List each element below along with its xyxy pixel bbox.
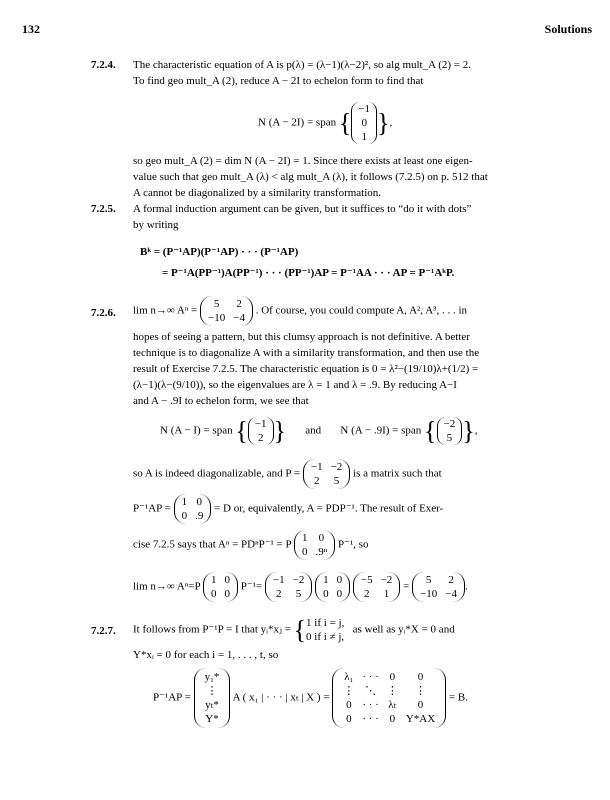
brace-symbol: { — [424, 416, 437, 446]
equation-line: lim n→∞ Aⁿ=P 1 0 0 0 P⁻¹= −1 −2 2 5 1 0 0 0 −5 −2 2 1 = 5 2 −10 −4. — [133, 574, 468, 600]
matrix-entry: λₜ — [388, 699, 397, 711]
matrix — [178, 495, 208, 523]
row-block-matrix — [201, 670, 224, 726]
text-span: = B. — [448, 691, 468, 704]
math-group — [194, 668, 231, 728]
matrix-entry: 0 — [196, 496, 202, 508]
vector-entry: 1 — [361, 131, 367, 143]
text-span: is a matrix such that — [353, 467, 442, 480]
equals-sign: = — [403, 580, 410, 593]
matrix-entry: 1 — [323, 574, 329, 586]
math-group — [353, 572, 400, 602]
matrix — [207, 573, 234, 601]
text-line: result of Exercise 7.2.5. The characteristic equation is 0 = λ²−(19/10)λ+(1/2) = — [133, 363, 479, 375]
matrix-entry: 5 — [213, 298, 220, 310]
matrix-entry: 0 — [210, 588, 217, 600]
math-group — [332, 668, 446, 728]
math-group: 5 — [446, 432, 453, 444]
brace-symbol: } — [377, 108, 390, 138]
matrix-entry: 0 — [389, 713, 396, 725]
text-line: so geo mult_A (2) = dim N (A − 2I) = 1. Since there exists at least one eigen- — [133, 155, 473, 167]
matrix — [298, 531, 331, 559]
matrix-entry: −10 — [208, 312, 226, 324]
matrix-entry: −2 — [292, 574, 305, 586]
column-vector — [437, 417, 463, 445]
matrix-entry: 0 — [318, 532, 325, 544]
matrix-entry: 2 — [276, 588, 282, 600]
brace-symbol: { — [293, 615, 307, 645]
page-number: 132 — [22, 22, 40, 36]
text-line: A cannot be diagonalized by a similarity transformation. — [133, 187, 382, 199]
text-span: so A is indeed diagonalizable, and P = — [133, 467, 301, 480]
equation-line: N (A − I) = span { −1 2 } and N (A − .9I) = span { −2 5 }, — [160, 416, 478, 446]
matrix-entry: ⋮ — [206, 685, 218, 697]
exercise-number: 7.2.5. — [91, 203, 116, 215]
matrix-entry: 1 — [210, 574, 217, 586]
cases — [306, 616, 344, 644]
matrix-entry: −5 — [360, 574, 373, 586]
matrix-entry: −2 — [380, 574, 393, 586]
matrix — [416, 573, 461, 601]
math-group: −1 — [254, 418, 267, 430]
text-line: value such that geo mult_A (λ) < alg mult_A (λ), it follows (7.2.5) on p. 512 that — [133, 171, 488, 183]
matrix-entry: 0 — [181, 510, 188, 522]
text-span: as well as yᵢ*X = 0 and — [352, 623, 455, 636]
matrix-entry: 1 — [301, 532, 308, 544]
matrix-entry: 0 — [417, 699, 424, 711]
matrix-entry: yₜ* — [205, 699, 219, 711]
matrix-entry: 0 — [346, 713, 352, 725]
equation: N (A − 2I) = span { −1 0 1 }, — [258, 103, 393, 143]
block-matrix — [339, 670, 439, 726]
matrix-entry: 2 — [313, 475, 320, 487]
matrix-entry: 2 — [448, 574, 454, 586]
matrix-entry: 0 — [301, 546, 308, 558]
matrix — [319, 573, 346, 601]
equation-line — [133, 296, 467, 326]
vector-entry: 0 — [361, 117, 367, 129]
nullspace-expression: N (A − .9I) = span — [340, 424, 422, 437]
matrix-entry: ⋮ — [343, 685, 355, 697]
vector-entry: −1 — [358, 103, 371, 115]
math-group: 2 — [257, 432, 264, 444]
matrix-entry: −2 — [330, 461, 343, 473]
matrix-entry: 0 — [346, 699, 352, 711]
math-group — [203, 572, 238, 602]
math-group — [174, 494, 212, 524]
text-span: It follows from P⁻¹P = I that yᵢ*xⱼ = — [133, 623, 291, 636]
equation: Bᵏ = (P⁻¹AP)(P⁻¹AP) · · · (P⁻¹AP) — [140, 246, 299, 258]
text-line: hopes of seeing a pattern, but this clumsy approach is not definitive. A better — [133, 331, 470, 343]
matrix-entry: −10 — [420, 588, 438, 600]
brace-symbol: { — [235, 416, 248, 446]
text-line: To find geo mult_A (2), reduce A − 2I to echelon form to find that — [133, 75, 424, 87]
matrix-entry: ⋱ — [365, 685, 377, 697]
matrix-entry: Y*AX — [405, 713, 436, 725]
matrix-entry: λ₁ — [344, 671, 354, 683]
matrix-entry: 2 — [363, 588, 370, 600]
case-line: 1 if i = j, — [306, 617, 345, 629]
math-group — [265, 572, 312, 602]
text-line: and A − .9I to echelon form, we see that — [133, 395, 309, 407]
brace-symbol: { — [338, 108, 352, 138]
text-line: A formal induction argument can be given, but it suffices to “do it with dots” — [133, 203, 472, 215]
text-span: P⁻¹AP = — [153, 691, 191, 704]
equation-text: N (A − 2I) = span — [258, 116, 337, 129]
matrix-entry: 1 — [383, 588, 390, 600]
equation-line — [133, 459, 442, 489]
equation-line — [133, 494, 443, 524]
text-line: Y*xᵢ = 0 for each i = 1, . . . , t, so — [133, 649, 279, 661]
column-vector — [248, 417, 274, 445]
math-group — [200, 296, 253, 326]
text-span: = D or, equivalently, A = PDP⁻¹. The result of Exer- — [214, 502, 444, 515]
text-span: A ( x₁ | · · · | xₜ | X ) = — [232, 691, 330, 704]
matrix-entry: 5 — [425, 574, 432, 586]
text-span: . Of course, you could compute A, A², A³, . . . in — [255, 304, 467, 317]
matrix-entry: 5 — [333, 475, 340, 487]
matrix-entry: −1 — [272, 574, 285, 586]
text-span: P⁻¹AP = — [133, 502, 171, 515]
matrix — [269, 573, 308, 601]
matrix-entry: .9ⁿ — [315, 546, 328, 558]
text-line: by writing — [133, 219, 179, 231]
matrix-entry: 0 — [336, 588, 343, 600]
matrix-entry: −1 — [310, 461, 323, 473]
running-header: Solutions — [544, 22, 592, 36]
matrix-entry: −4 — [445, 588, 457, 600]
matrix-entry: 1 — [181, 496, 188, 508]
math-group — [412, 572, 465, 602]
matrix-entry: 5 — [295, 588, 302, 600]
brace-symbol: } — [462, 416, 475, 446]
limit-expression: lim n→∞ Aⁿ=P — [133, 580, 201, 593]
text-span: P⁻¹, so — [337, 538, 369, 551]
exercise-number: 7.2.6. — [91, 307, 116, 319]
equation: = P⁻¹A(PP⁻¹)A(PP⁻¹) · · · (PP⁻¹)AP = P⁻¹AA · · · AP = P⁻¹AᵏP. — [162, 267, 455, 279]
matrix-entry: 0 — [417, 671, 424, 683]
matrix-entry: 2 — [236, 298, 242, 310]
matrix — [204, 297, 249, 325]
math-group — [303, 459, 350, 489]
matrix-entry: −4 — [233, 312, 245, 324]
text-line: (λ−1)(λ−(9/10)), so the eigenvalues are λ = 1 and λ = .9. By reducing A−I — [133, 379, 457, 391]
matrix-entry: 0 — [336, 574, 343, 586]
case-line: 0 if i ≠ j, — [306, 631, 345, 643]
matrix-entry: .9 — [195, 510, 204, 522]
column-vector — [351, 102, 377, 144]
connector-text: and — [305, 424, 322, 437]
block-equation — [153, 668, 468, 728]
matrix-entry: Y* — [205, 713, 219, 725]
math-group: −2 — [443, 418, 456, 430]
matrix — [357, 573, 396, 601]
limit-expression: lim n→∞ Aⁿ = — [133, 304, 198, 317]
matrix-entry: · · · — [362, 699, 379, 711]
text-span: P⁻¹= — [240, 580, 263, 593]
matrix — [307, 460, 346, 488]
matrix-entry: y₁* — [204, 671, 220, 683]
nullspace-expression: N (A − I) = span — [160, 424, 233, 437]
matrix-entry: · · · — [362, 713, 379, 725]
text-line: technique is to diagonalize A with a similarity transformation, and then use the — [133, 347, 480, 359]
brace-symbol: } — [273, 416, 287, 446]
math-group — [315, 572, 350, 602]
matrix-entry: · · · — [362, 671, 379, 683]
exercise-number: 7.2.7. — [91, 625, 116, 637]
exercise-number: 7.2.4. — [91, 59, 116, 71]
matrix-entry: ⋮ — [414, 685, 426, 697]
matrix-entry: 0 — [323, 588, 329, 600]
math-group — [294, 530, 335, 560]
equation-line — [133, 530, 368, 560]
matrix-entry: 0 — [389, 671, 396, 683]
equation-line — [133, 616, 455, 644]
text-span: cise 7.2.5 says that Aⁿ = PDⁿP⁻¹ = P — [133, 538, 292, 551]
matrix-entry: ⋮ — [386, 685, 398, 697]
text-line: The characteristic equation of A is p(λ) = (λ−1)(λ−2)², so alg mult_A (2) = 2. — [133, 59, 471, 71]
matrix-entry: 0 — [224, 574, 230, 586]
matrix-entry: 0 — [224, 588, 230, 600]
